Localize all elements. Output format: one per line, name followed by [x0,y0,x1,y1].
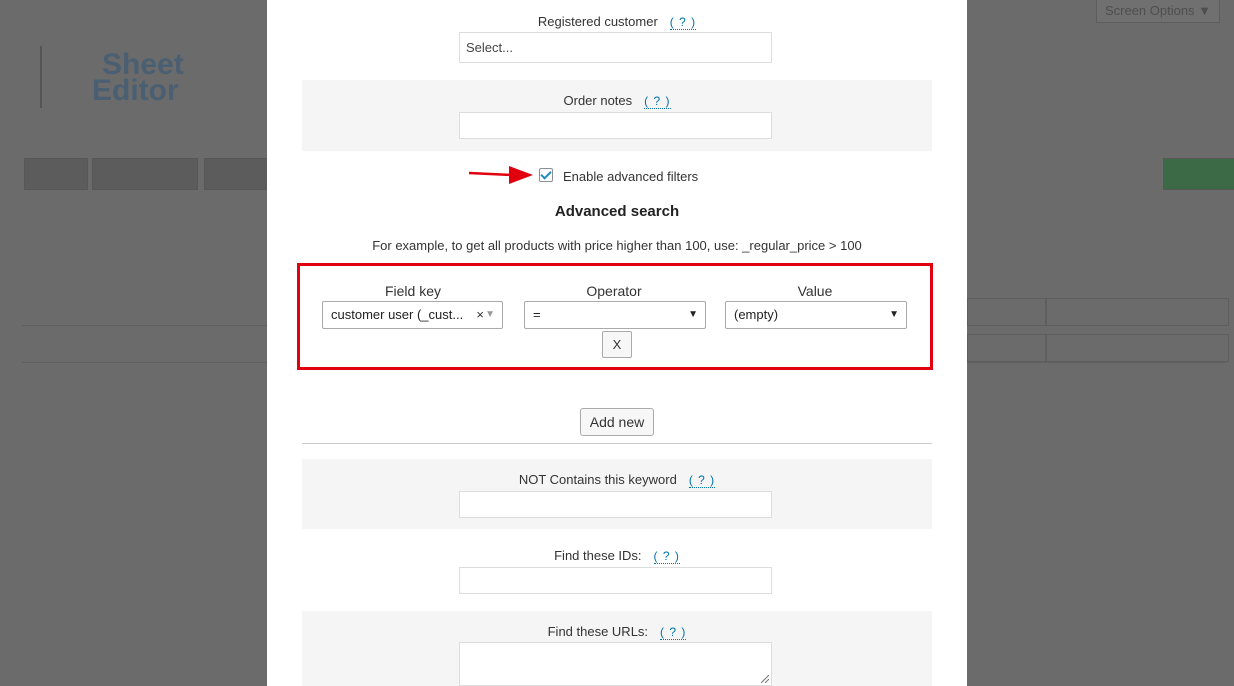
not-contains-field [302,459,932,529]
not-contains-input[interactable] [459,491,772,518]
operator-header: Operator [586,283,642,299]
find-urls-textarea[interactable] [459,642,772,686]
background-table-cell [1045,298,1229,326]
find-urls-field [302,611,932,686]
find-urls-label: Find these URLs: [547,624,649,639]
clear-selection-icon[interactable]: × [476,307,484,322]
search-modal [267,0,967,686]
advanced-search-example: For example, to get all products with price higher than 100, use: _regular_price > 100 [372,238,862,253]
advanced-search-title: Advanced search [554,203,680,220]
section-divider [302,443,932,444]
find-ids-input[interactable] [459,567,772,594]
registered-customer-help-link[interactable]: ( ? ) [669,15,697,29]
background-toolbar-button [24,158,88,190]
registered-customer-label-row [302,14,932,29]
screen-options-button: Screen Options ▼ [1096,0,1220,23]
order-notes-field [302,80,932,151]
enable-advanced-filters-checkbox[interactable] [539,168,553,182]
order-notes-help-link[interactable]: ( ? ) [644,94,671,108]
background-table-cell [967,298,1047,326]
add-new-button[interactable]: Add new [580,408,654,436]
find-ids-help-link[interactable]: ( ? ) [653,549,680,563]
logo-mark [40,46,48,108]
value-select[interactable] [725,301,907,329]
registered-customer-label: Registered customer [537,14,658,29]
find-urls-help-link[interactable]: ( ? ) [660,625,687,639]
enable-advanced-filters-label[interactable]: Enable advanced filters [563,169,699,184]
order-notes-label: Order notes [563,93,633,108]
dropdown-caret-icon: ▼ [485,309,495,320]
registered-customer-select[interactable]: Select... [459,32,772,63]
not-contains-help-link[interactable]: ( ? ) [688,473,716,487]
background-toolbar-button [92,158,198,190]
dropdown-caret-icon: ▼ [688,309,698,320]
find-ids-field [302,536,932,602]
background-table-cell [967,334,1047,362]
value-header: Value [797,283,833,299]
order-notes-input[interactable] [459,112,772,139]
find-ids-label: Find these IDs: [554,548,642,563]
logo-text-sheet: Sheet [102,48,184,81]
order-notes-label-row [302,93,932,108]
not-contains-label-row [302,472,932,487]
value-selected-value: (empty) [734,307,779,322]
operator-selected-value: = [533,307,541,322]
not-contains-label: NOT Contains this keyword [518,472,677,487]
logo-text-editor: Editor [92,74,179,107]
background-toolbar-button [204,158,268,190]
remove-row-button[interactable]: X [602,331,632,358]
red-pointer-arrow-icon [469,163,535,187]
registered-customer-field [302,0,932,72]
field-key-selected-value: customer user (_cust... [331,307,464,322]
find-urls-label-row [302,624,932,639]
sheet-editor-logo [40,46,215,112]
resize-handle-icon[interactable] [761,675,769,683]
find-ids-label-row [302,548,932,563]
background-table-cell [1045,334,1229,362]
dropdown-caret-icon: ▼ [889,309,899,320]
background-save-button [1163,158,1234,190]
field-key-select[interactable] [322,301,503,329]
operator-select[interactable] [524,301,706,329]
field-key-header: Field key [384,283,442,299]
